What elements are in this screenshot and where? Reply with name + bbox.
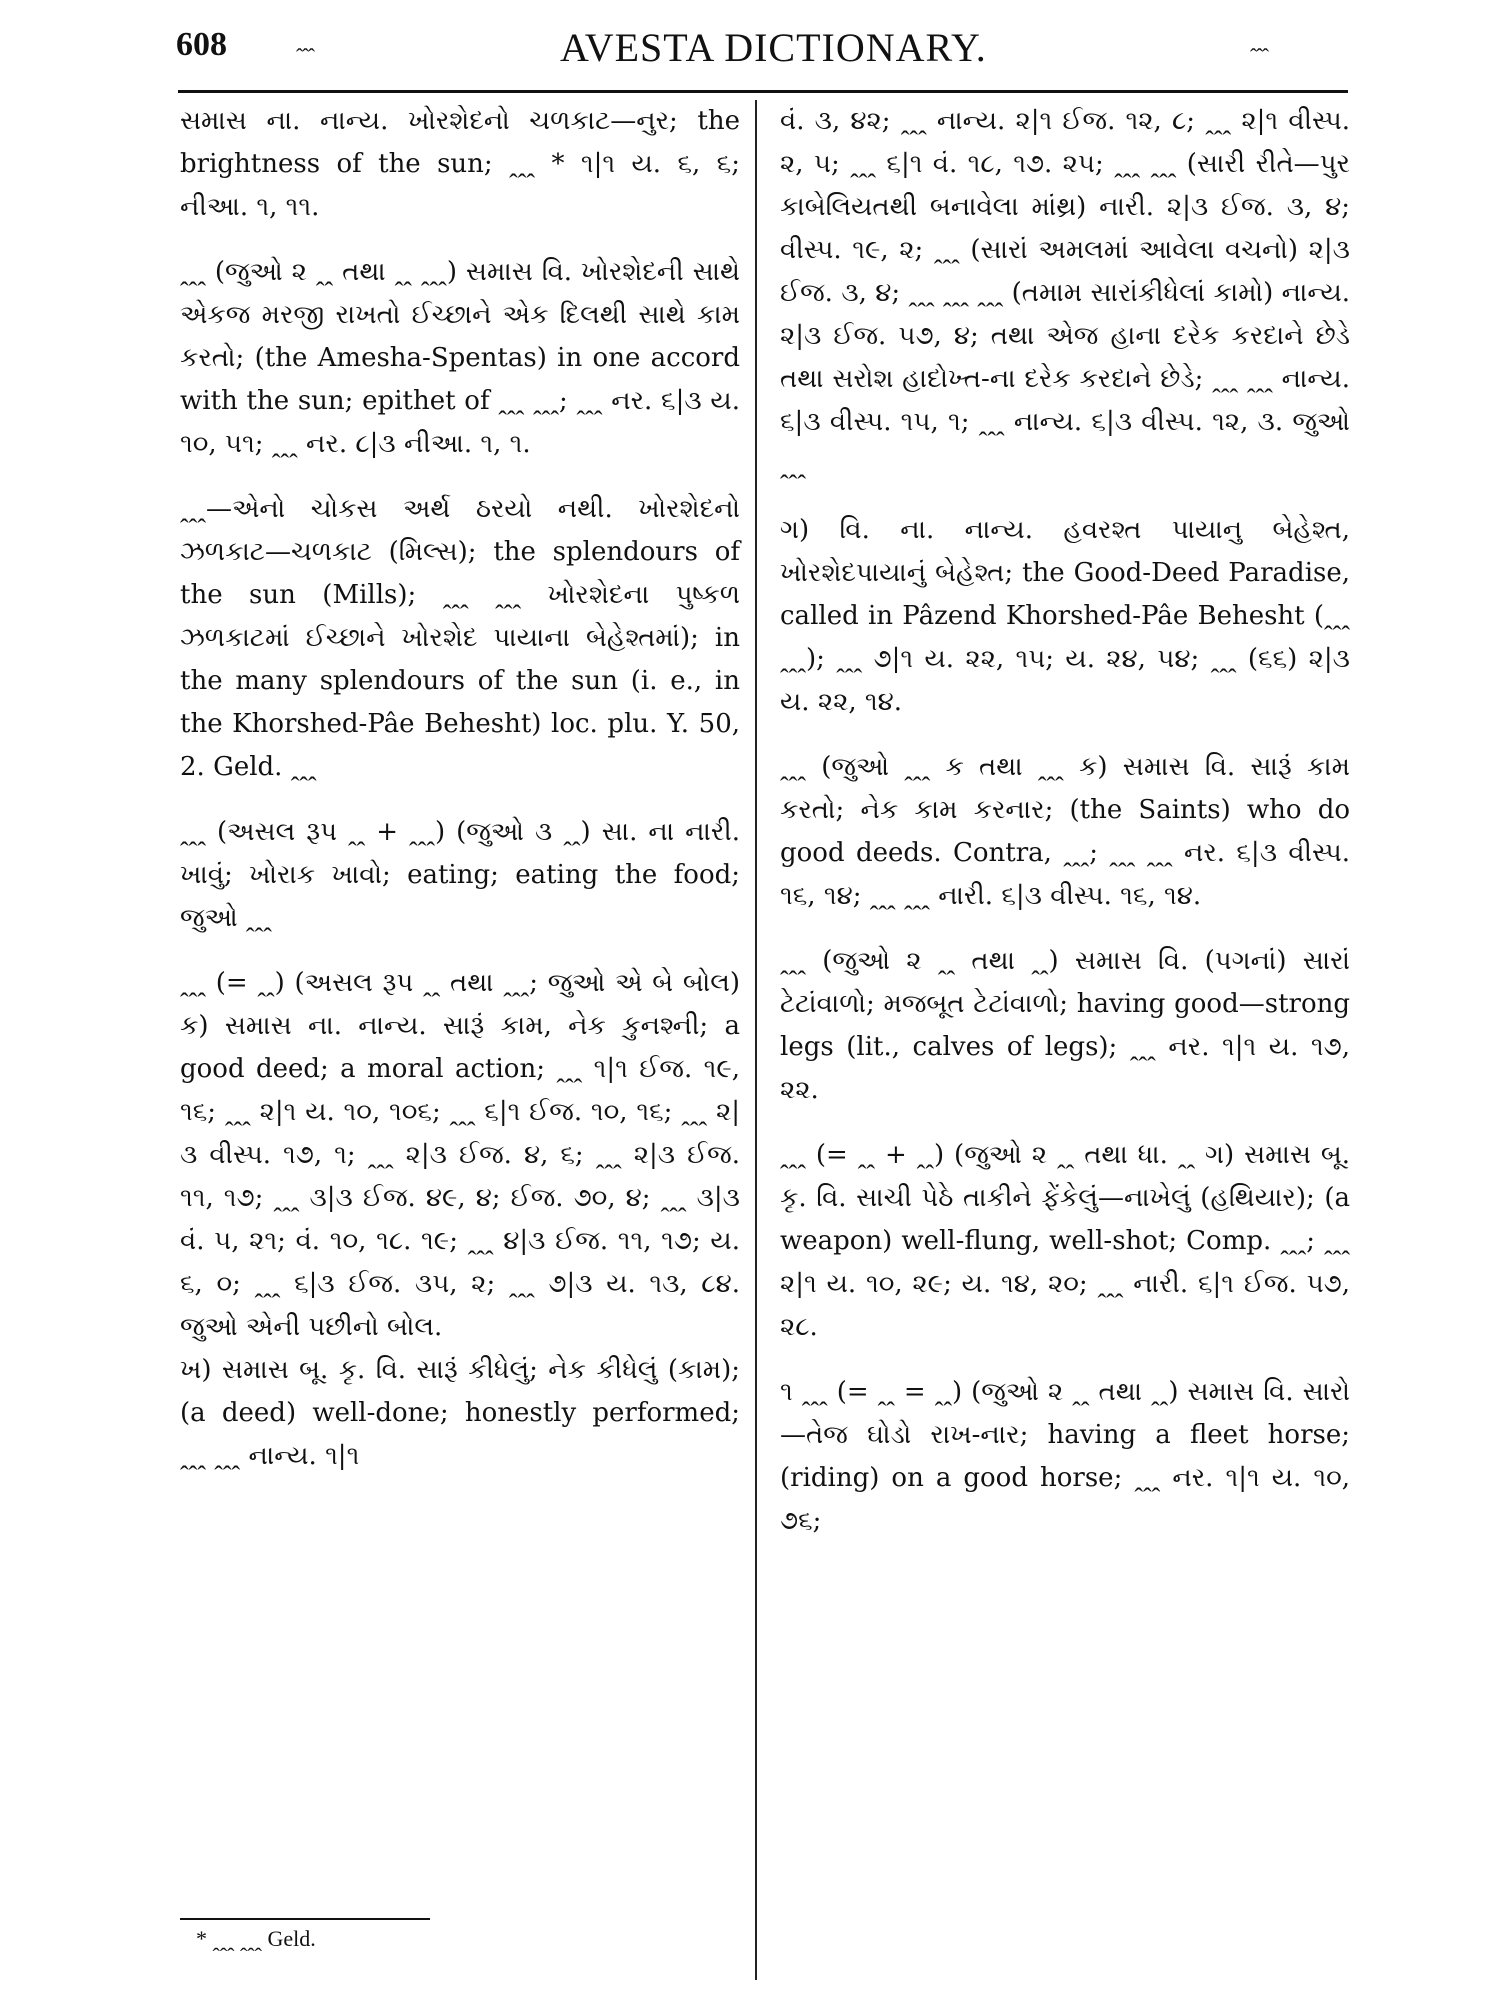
header-rule [178,90,1348,93]
column-divider [755,100,757,1980]
entry: ૧ ꞈꞈꞈ (= ꞈꞈ = ꞈꞈ) (જુઓ ૨ ꞈꞈ તથા ꞈꞈ) સમાસ વિ. સારો—તેજ ઘોડો રાખ-નાર; having a fleet horse; (riding) on a good horse; ꞈꞈꞈ નર. ૧|૧ ય. ૧૦, ૭૬; [780,1377,1350,1536]
avestan-running-head-right: ꞈꞈꞈ [1250,28,1268,52]
entry: ꞈꞈꞈ (જુઓ ꞈꞈꞈ ક તથા ꞈꞈꞈ ક) સમાસ વિ. સારૂં કામ કરતો; નેક કામ કરનાર; (the Saints) who do good deeds. Contra, ꞈꞈꞈ; ꞈꞈꞈ ꞈꞈꞈ નર. ૬|૩ વીસ્પ. ૧૬, ૧૪; ꞈꞈꞈ ꞈꞈꞈ નારી. ૬|૩ વીસ્પ. ૧૬, ૧૪. [780,752,1350,911]
entry: ꞈꞈꞈ (= ꞈꞈ) (અસલ રૂપ ꞈꞈ તથા ꞈꞈꞈ; જુઓ એ બે બોલ) ક) સમાસ ના. નાન્ય. સારૂં કામ, નેક કુનશ્ની; a good deed; a moral action; ꞈꞈꞈ ૧|૧ ઈજ. ૧૯, ૧૬; ꞈꞈꞈ ૨|૧ ય. ૧૦, ૧૦૬; ꞈꞈꞈ ૬|૧ ઈજ. ૧૦, ૧૬; ꞈꞈꞈ ૨|૩ વીસ્પ. ૧૭, ૧; ꞈꞈꞈ ૨|૩ ઈજ. ૪, ૬; ꞈꞈꞈ ૨|૩ ઈજ. ૧૧, ૧૭; ꞈꞈꞈ ૩|૩ ઈજ. ૪૯, ૪; ઈજ. ૭૦, ૪; ꞈꞈꞈ ૩|૩ વં. ૫, ૨૧; વં. ૧૦, ૧૮. ૧૯; ꞈꞈꞈ ૪|૩ ઈજ. ૧૧, ૧૭; ય. ૬, ૦; ꞈꞈꞈ ૬|૩ ઈજ. ૩૫, ૨; ꞈꞈꞈ ૭|૩ ય. ૧૩, ૮૪. જુઓ એની પછીનો બોલ. [180,968,740,1342]
entry: વં. ૩, ૪૨; ꞈꞈꞈ નાન્ય. ૨|૧ ઈજ. ૧૨, ૮; ꞈꞈꞈ ૨|૧ વીસ્પ. ૨, ૫; ꞈꞈꞈ ૬|૧ વં. ૧૮, ૧૭. ૨૫; ꞈꞈꞈ ꞈꞈꞈ (સારી રીતે—પુર કાબેલિયતથી બનાવેલા માંથ્ર) નારી. ૨|૩ ઈજ. ૩, ૪; વીસ્પ. ૧૯, ૨; ꞈꞈꞈ (સારાં અમલમાં આવેલા વચનો) ૨|૩ ઈજ. ૩, ૪; ꞈꞈꞈ ꞈꞈꞈ ꞈꞈꞈ (તમામ સારાંકીધેલાં કામો) નાન્ય. ૨|૩ ઈજ. ૫૭, ૪; તથા એજ હાના દરેક કરદાને છેડે તથા સરોશ હાદોખ્ત-ના દરેક કરદાને છેડે; ꞈꞈꞈ ꞈꞈꞈ નાન્ય. ૬|૩ વીસ્પ. ૧૫, ૧; ꞈꞈꞈ નાન્ય. ૬|૩ વીસ્પ. ૧૨, ૩. જુઓ ꞈꞈꞈ [780,106,1350,480]
page-title: AVESTA DICTIONARY. [560,25,987,70]
entry: ꞈꞈꞈ (જુઓ ૨ ꞈꞈ તથા ꞈꞈ ꞈꞈꞈ) સમાસ વિ. ખોરશેદની સાથે એકજ મરજી રાખતો ઈચ્છાને એક દિલથી સાથે કામ કરતો; (the Amesha-Spentas) in one accord with the sun; epithet of ꞈꞈꞈ ꞈꞈꞈ; ꞈꞈꞈ નર. ૬|૩ ય. ૧૦, ૫૧; ꞈꞈꞈ નર. ૮|૩ નીઆ. ૧, ૧. [180,257,740,459]
footnote-rule [180,1918,430,1920]
right-column [780,100,1350,1543]
left-column [180,100,740,1478]
entry: ꞈꞈꞈ (= ꞈꞈ + ꞈꞈ) (જુઓ ૨ ꞈꞈ તથા ધા. ꞈꞈ ગ) સમાસ બૂ. કૃ. વિ. સાચી પેઠે તાકીને ફેંકેલું—નાખેલું (હથિયાર); (a weapon) well-flung, well-shot; Comp. ꞈꞈꞈ; ꞈꞈꞈ ૨|૧ ય. ૧૦, ૨૯; ય. ૧૪, ૨૦; ꞈꞈꞈ નારી. ૬|૧ ઈજ. ૫૭, ૨૮. [780,1140,1350,1342]
entry: ગ) વિ. ના. નાન્ય. હવરશ્ત પાયાનુ બેહેશ્ત, ખોરશેદપાયાનું બેહેશ્ત; the Good-Deed Paradise, called in Pâzend Khorshed-Pâe Behesht (ꞈꞈꞈ ꞈꞈꞈ); ꞈꞈꞈ ૭|૧ ય. ૨૨, ૧૫; ય. ૨૪, ૫૪; ꞈꞈꞈ (૬૬) ૨|૩ ય. ૨૨, ૧૪. [780,515,1350,717]
entry: સમાસ ના. નાન્ય. ખોરશેદનો ચળકાટ—નુર; the brightness of the sun; ꞈꞈꞈ * ૧|૧ ય. ૬, ૬; નીઆ. ૧, ૧૧. [180,106,740,222]
avestan-running-head-left: ꞈꞈꞈ [296,28,314,52]
footnote: * ꞈꞈꞈ ꞈꞈꞈ Geld. [196,1926,316,1951]
page-header [170,22,1350,72]
entry: ꞈꞈꞈ (જુઓ ૨ ꞈꞈ તથા ꞈꞈ) સમાસ વિ. (પગનાં) સારાં ટેટાંવાળો; મજબૂત ટેટાંવાળો; having good—strong legs (lit., calves of legs); ꞈꞈꞈ નર. ૧|૧ ય. ૧૭, ૨૨. [780,946,1350,1105]
entry: ꞈꞈꞈ (અસલ રૂપ ꞈꞈ + ꞈꞈꞈ) (જુઓ ૩ ꞈꞈ) સા. ના નારી. ખાવું; ખોરાક ખાવો; eating; eating the food; જુઓ ꞈꞈꞈ [180,817,740,933]
page-number: 608 [176,26,227,63]
entry: ખ) સમાસ બૂ. કૃ. વિ. સારૂં કીધેલું; નેક કીધેલું (કામ); (a deed) well-done; honestly performed; ꞈꞈꞈ ꞈꞈꞈ નાન્ય. ૧|૧ [180,1355,740,1471]
entry: ꞈꞈꞈ—એનો ચોકસ અર્થ ઠરયો નથી. ખોરશેદનો ઝળકાટ—ચળકાટ (મિલ્સ); the splendours of the sun (Mills); ꞈꞈꞈ ꞈꞈꞈ ખોરશેદના પુષ્કળ ઝળકાટમાં ઈચ્છાને ખોરશેદ પાયાના બેહેશ્તમાં); in the many splendours of the sun (i. e., in the Khorshed-Pâe Behesht) loc. plu. Y. 50, 2. Geld. ꞈꞈꞈ [180,494,740,782]
